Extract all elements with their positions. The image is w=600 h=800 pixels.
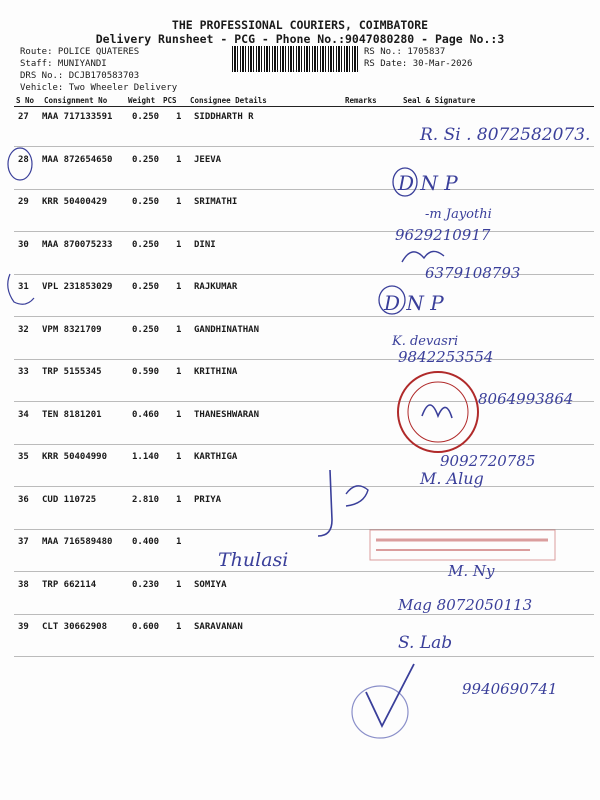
route-label: Route: POLICE QUATERES bbox=[20, 47, 140, 57]
table-row bbox=[0, 240, 600, 256]
row-serial-number: 33 bbox=[18, 367, 29, 377]
barcode bbox=[232, 46, 358, 72]
row-pieces: 1 bbox=[176, 622, 182, 632]
row-consignee: GANDHINATHAN bbox=[194, 325, 260, 335]
row-consignment-number: TEN 8181201 bbox=[42, 410, 102, 420]
vehicle-label: Vehicle: Two Wheeler Delivery bbox=[20, 83, 178, 93]
row-serial-number: 32 bbox=[18, 325, 29, 335]
table-row bbox=[0, 197, 600, 213]
signature-38-name: M. Ny bbox=[448, 562, 495, 580]
row-divider bbox=[14, 614, 594, 615]
row-consignment-number: TRP 662114 bbox=[42, 580, 97, 590]
row-consignee: THANESHWARAN bbox=[194, 410, 260, 420]
row-pieces: 1 bbox=[176, 240, 182, 250]
company-title: THE PROFESSIONAL COURIERS, COIMBATORE bbox=[171, 18, 429, 32]
row-consignment-number: KRR 50404990 bbox=[42, 452, 108, 462]
table-row bbox=[0, 537, 600, 553]
row-consignment-number: MAA 716589480 bbox=[42, 537, 113, 547]
row-consignment-number: VPL 231853029 bbox=[42, 282, 113, 292]
row-weight: 0.250 bbox=[132, 112, 160, 122]
row-consignee: PRIYA bbox=[194, 495, 222, 505]
row-divider bbox=[14, 231, 594, 232]
row-consignment-number: CLT 30662908 bbox=[42, 622, 108, 632]
row-consignee: SIDDHARTH R bbox=[194, 112, 254, 122]
rs-number: RS No.: 1705837 bbox=[364, 47, 446, 57]
row-divider bbox=[14, 146, 594, 147]
row-pieces: 1 bbox=[176, 112, 182, 122]
signature-39-phone: 9940690741 bbox=[462, 680, 558, 698]
row-serial-number: 36 bbox=[18, 495, 29, 505]
row-weight: 2.810 bbox=[132, 495, 160, 505]
row-consignee: RAJKUMAR bbox=[194, 282, 238, 292]
row-serial-number: 27 bbox=[18, 112, 29, 122]
table-row bbox=[0, 580, 600, 596]
table-row bbox=[0, 112, 600, 128]
row-consignee: KARTHIGA bbox=[194, 452, 238, 462]
row-pieces: 1 bbox=[176, 197, 182, 207]
signature-35-phone: 9092720785 bbox=[440, 452, 536, 470]
row-serial-number: 39 bbox=[18, 622, 29, 632]
row-weight: 0.250 bbox=[132, 155, 160, 165]
header-rule bbox=[14, 106, 594, 107]
row-weight: 0.460 bbox=[132, 410, 160, 420]
signature-30-phone: 6379108793 bbox=[425, 264, 521, 282]
signature-31: D N P bbox=[384, 291, 444, 315]
row-weight: 0.400 bbox=[132, 537, 160, 547]
col-sno: S No bbox=[16, 96, 35, 105]
row-divider bbox=[14, 571, 594, 572]
col-seal-signature: Seal & Signature bbox=[403, 96, 476, 105]
row-consignee: KRITHINA bbox=[194, 367, 238, 377]
row-pieces: 1 bbox=[176, 325, 182, 335]
col-consignee: Consignee Details bbox=[190, 96, 267, 105]
table-row bbox=[0, 155, 600, 171]
row-serial-number: 37 bbox=[18, 537, 29, 547]
signature-38-phone: Mag 8072050113 bbox=[398, 596, 533, 614]
table-row bbox=[0, 410, 600, 426]
drs-label: DRS No.: DCJB170583703 bbox=[20, 71, 140, 81]
row-weight: 1.140 bbox=[132, 452, 160, 462]
rs-date: RS Date: 30-Mar-2026 bbox=[364, 59, 473, 69]
row-pieces: 1 bbox=[176, 537, 182, 547]
row-weight: 0.590 bbox=[132, 367, 160, 377]
row-consignment-number: MAA 717133591 bbox=[42, 112, 113, 122]
row-weight: 0.250 bbox=[132, 240, 160, 250]
row-weight: 0.250 bbox=[132, 282, 160, 292]
row-pieces: 1 bbox=[176, 452, 182, 462]
row-consignment-number: MAA 872654650 bbox=[42, 155, 113, 165]
signature-29-phone: 9629210917 bbox=[395, 226, 491, 244]
signature-27: R. Si . 8072582073. bbox=[420, 125, 591, 145]
row-pieces: 1 bbox=[176, 495, 182, 505]
signature-39-name: S. Lab bbox=[398, 633, 453, 653]
row-serial-number: 29 bbox=[18, 197, 29, 207]
row-pieces: 1 bbox=[176, 282, 182, 292]
signature-29-name: -m Jayothi bbox=[425, 207, 492, 222]
row-divider bbox=[14, 656, 594, 657]
row-consignment-number: KRR 50400429 bbox=[42, 197, 108, 207]
signature-32-phone: 9842253554 bbox=[398, 348, 494, 366]
col-weight: Weight bbox=[128, 96, 156, 105]
row-pieces: 1 bbox=[176, 155, 182, 165]
row-divider bbox=[14, 444, 594, 445]
table-row bbox=[0, 282, 600, 298]
row-consignee: SOMIYA bbox=[194, 580, 227, 590]
row-serial-number: 35 bbox=[18, 452, 29, 462]
signature-35-name: M. Alug bbox=[420, 469, 484, 488]
row-serial-number: 28 bbox=[18, 155, 29, 165]
row-consignment-number: CUD 110725 bbox=[42, 495, 97, 505]
row-weight: 0.250 bbox=[132, 325, 160, 335]
row-consignee: JEEVA bbox=[194, 155, 222, 165]
row-consignment-number: VPM 8321709 bbox=[42, 325, 102, 335]
row-consignment-number: TRP 5155345 bbox=[42, 367, 102, 377]
checkmark-icon bbox=[352, 664, 414, 738]
row-divider bbox=[14, 401, 594, 402]
signature-32-name: K. devasri bbox=[392, 334, 459, 349]
row-consignee: DINI bbox=[194, 240, 216, 250]
row-divider bbox=[14, 316, 594, 317]
row-divider bbox=[14, 274, 594, 275]
row-consignee: SRIMATHI bbox=[194, 197, 238, 207]
row-serial-number: 30 bbox=[18, 240, 29, 250]
row-divider bbox=[14, 486, 594, 487]
row-weight: 0.230 bbox=[132, 580, 160, 590]
table-row bbox=[0, 622, 600, 638]
row-pieces: 1 bbox=[176, 580, 182, 590]
row-divider bbox=[14, 189, 594, 190]
row-serial-number: 34 bbox=[18, 410, 29, 420]
signature-37: Thulasi bbox=[218, 549, 289, 571]
col-remarks: Remarks bbox=[345, 96, 377, 105]
staff-label: Staff: MUNIYANDI bbox=[20, 59, 107, 69]
row-pieces: 1 bbox=[176, 367, 182, 377]
signature-34-phone: 8064993864 bbox=[478, 390, 574, 408]
table-row bbox=[0, 325, 600, 341]
row-divider bbox=[14, 529, 594, 530]
row-weight: 0.600 bbox=[132, 622, 160, 632]
col-consignment: Consignment No bbox=[44, 96, 108, 105]
row-divider bbox=[14, 359, 594, 360]
runsheet-subtitle: Delivery Runsheet - PCG - Phone No.:9047080280 - Page No.:3 bbox=[95, 32, 505, 46]
row-consignee: SARAVANAN bbox=[194, 622, 243, 632]
signature-28: D N P bbox=[398, 171, 458, 195]
row-pieces: 1 bbox=[176, 410, 182, 420]
row-serial-number: 38 bbox=[18, 580, 29, 590]
col-pcs: PCS bbox=[163, 96, 177, 105]
row-serial-number: 31 bbox=[18, 282, 29, 292]
table-row bbox=[0, 495, 600, 511]
table-row bbox=[0, 367, 600, 383]
row-consignment-number: MAA 870075233 bbox=[42, 240, 113, 250]
row-weight: 0.250 bbox=[132, 197, 160, 207]
table-row bbox=[0, 452, 600, 468]
circle-sig-28 bbox=[393, 168, 417, 196]
